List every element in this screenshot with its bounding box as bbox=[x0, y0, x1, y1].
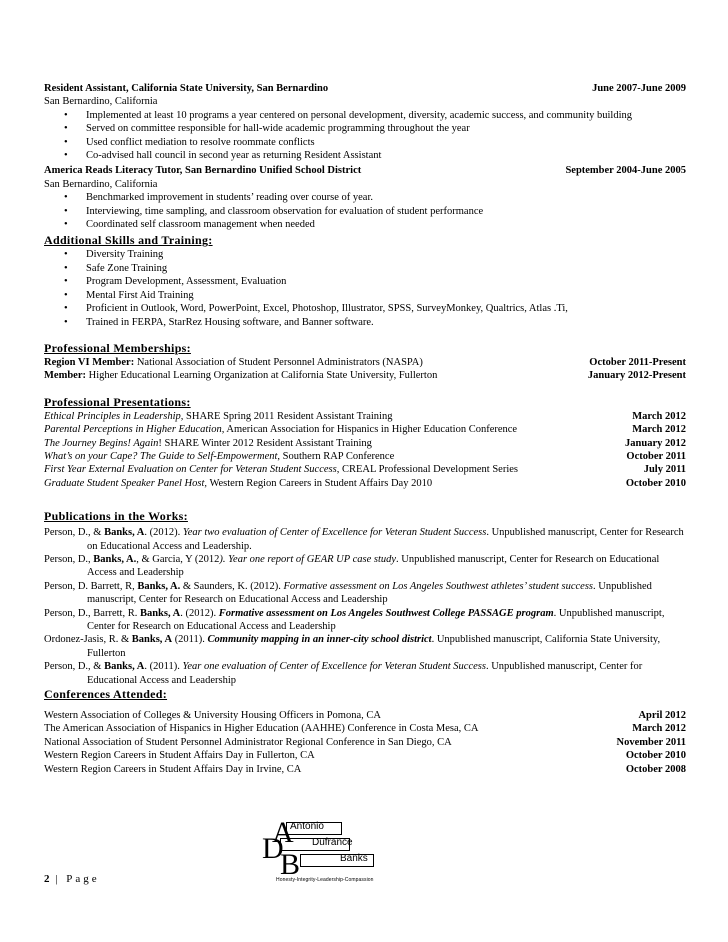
section-heading-presentations: Professional Presentations: bbox=[44, 394, 191, 409]
presentation-row bbox=[44, 410, 686, 423]
presentation-title: Graduate Student Speaker Panel Host, bbox=[44, 477, 208, 489]
skill-item: • Proficient in Outlook, Word, PowerPoint, Excel, Photoshop, Illustrator, SPSS, SurveyMonkey, Qualtrics, Atlas .Ti, bbox=[44, 302, 686, 315]
membership-row bbox=[44, 369, 686, 382]
page-word: Page bbox=[66, 873, 100, 885]
job-location: San Bernardino, California bbox=[44, 96, 158, 108]
publication-entry: Person, D., & Banks, A. (2012). Year two evaluation of Center of Excellence for Veteran Student Success. Unpublished manuscript, Center for Research on Educational Access and Leadership. bbox=[44, 527, 684, 552]
page-number: 2 bbox=[44, 873, 50, 885]
presentation-date: March 2012 bbox=[632, 410, 686, 422]
conference-date: November 2011 bbox=[616, 736, 686, 748]
adb-logo bbox=[262, 818, 402, 884]
conference-name: National Association of Student Personnel Administrator Regional Conference in San Diego, CA bbox=[44, 736, 452, 748]
section-heading-conferences: Conferences Attended: bbox=[44, 687, 168, 702]
section-heading-memberships: Professional Memberships: bbox=[44, 340, 191, 355]
presentation-venue: , CREAL Professional Development Series bbox=[336, 464, 518, 476]
conference-date: October 2010 bbox=[625, 750, 686, 762]
publication-entry: Person, D., Banks, A., & Garcia, Y (2012). Year one report of GEAR UP case study. Unpublished manuscript, Center for Research on Educational Access and Leadership bbox=[44, 553, 660, 579]
presentation-title: What’s on your Cape? The Guide to Self-Empowerment bbox=[44, 450, 278, 462]
membership-org: National Association of Student Personnel Administrators (NASPA) bbox=[134, 356, 423, 368]
job-header-tutor bbox=[44, 164, 686, 177]
bullet-item: • Coordinated self classroom management when needed bbox=[44, 218, 686, 231]
skills-list bbox=[44, 248, 686, 328]
conference-name: Western Association of Colleges & University Housing Officers in Pomona, CA bbox=[44, 710, 381, 722]
presentation-row bbox=[44, 450, 686, 463]
footer-separator: | bbox=[49, 873, 67, 885]
presentation-row bbox=[44, 477, 686, 490]
page-footer bbox=[44, 873, 100, 886]
conference-date: October 2008 bbox=[625, 763, 686, 775]
job-location: San Bernardino, California bbox=[44, 178, 158, 190]
presentation-venue: Western Region Careers in Student Affairs Day 2010 bbox=[207, 477, 433, 489]
conference-name: Western Region Careers in Student Affairs Day in Fullerton, CA bbox=[44, 750, 315, 762]
skill-item: • Trained in FERPA, StarRez Housing software, and Banner software. bbox=[44, 316, 686, 329]
job-dates: September 2004-June 2005 bbox=[565, 165, 686, 177]
job-dates: June 2007-June 2009 bbox=[592, 83, 686, 94]
presentation-date: July 2011 bbox=[643, 464, 686, 476]
presentation-title: First Year External Evaluation on Center for Veteran Student Success bbox=[44, 464, 337, 476]
presentation-date: January 2012 bbox=[625, 437, 686, 449]
bullet-item: • Served on committee responsible for hall-wide academic programming throughout the year bbox=[44, 122, 686, 135]
conference-name: The American Association of Hispanics in Higher Education (AAHHE) Conference in Costa Mesa, CA bbox=[44, 723, 479, 735]
publication-entry: Person, D., & Banks, A. (2011). Year one evaluation of Center of Excellence for Veteran Student Success. Unpublished manuscript, Center for Educational Access and Leadership bbox=[44, 661, 643, 686]
presentation-date: October 2011 bbox=[626, 450, 686, 462]
publication-entry: Ordonez-Jasis, R. & Banks, A (2011). Community mapping in an inner-city school district. Unpublished manuscript, California State University, Fullerton bbox=[44, 634, 661, 659]
presentation-row bbox=[44, 437, 686, 450]
conference-name: Western Region Careers in Student Affairs Day in Irvine, CA bbox=[44, 763, 302, 775]
membership-date: October 2011-Present bbox=[589, 356, 686, 368]
presentation-title: Parental Perceptions in Higher Education, bbox=[44, 424, 225, 436]
conference-row bbox=[44, 736, 686, 749]
presentation-date: October 2010 bbox=[625, 477, 686, 489]
membership-row bbox=[44, 356, 686, 369]
logo-name-middle: Dufrance bbox=[312, 837, 353, 848]
job-bullets-ra bbox=[44, 109, 686, 163]
logo-letter-b: B bbox=[280, 848, 301, 881]
conference-row bbox=[44, 749, 686, 762]
job-title: America Reads Literacy Tutor, San Bernardino Unified School District bbox=[44, 165, 362, 177]
presentation-venue: ! SHARE Winter 2012 Resident Assistant Training bbox=[158, 437, 372, 449]
section-heading-publications: Publications in the Works: bbox=[44, 509, 188, 524]
bullet-item: • Used conflict mediation to resolve roommate conflicts bbox=[44, 136, 686, 149]
membership-date: January 2012-Present bbox=[587, 370, 686, 382]
logo-letter-a: A bbox=[272, 816, 294, 849]
job-bullets-tutor bbox=[44, 191, 686, 231]
section-heading-skills: Additional Skills and Training: bbox=[44, 233, 213, 248]
presentation-row bbox=[44, 423, 686, 436]
presentation-date: March 2012 bbox=[632, 424, 686, 436]
membership-org: Higher Educational Learning Organization at California State University, Fullerton bbox=[85, 370, 438, 382]
bullet-item: • Co-advised hall council in second year as returning Resident Assistant bbox=[44, 149, 686, 162]
conference-date: April 2012 bbox=[638, 710, 686, 722]
skill-item: • Program Development, Assessment, Evaluation bbox=[44, 275, 686, 288]
membership-role: Region VI Member: bbox=[44, 356, 135, 368]
logo-name-last: Banks bbox=[340, 853, 368, 864]
bullet-item: • Interviewing, time sampling, and classroom observation for evaluation of student performance bbox=[44, 205, 686, 218]
logo-name-first: Antonio bbox=[290, 821, 324, 832]
publication-entry: Person, D., Barrett, R. Banks, A. (2012). Formative assessment on Los Angeles Southwest College PASSAGE program. Unpublished manuscript, Center for Research on Educational Access and Leadership bbox=[44, 607, 665, 632]
resume-page-content bbox=[44, 82, 686, 776]
bullet-item: • Implemented at least 10 programs a year centered on personal development, diversity, academic success, and community building bbox=[44, 109, 686, 122]
presentation-venue: , Southern RAP Conference bbox=[277, 450, 395, 462]
membership-role: Member: bbox=[44, 370, 86, 382]
presentation-title: The Journey Begins! Again bbox=[44, 437, 159, 449]
conference-row bbox=[44, 709, 686, 722]
logo-letter-d: D bbox=[262, 832, 284, 865]
presentation-title: Ethical Principles in Leadership, bbox=[44, 410, 184, 422]
job-title: Resident Assistant, California State University, San Bernardino bbox=[44, 83, 329, 94]
logo-tagline: Honesty-Integrity-Leadership-Compassion bbox=[276, 877, 374, 883]
skill-item: • Safe Zone Training bbox=[44, 262, 686, 275]
skill-item: • Mental First Aid Training bbox=[44, 289, 686, 302]
presentation-venue: American Association for Hispanics in Higher Education Conference bbox=[224, 424, 518, 436]
presentation-row bbox=[44, 463, 686, 476]
conference-row bbox=[44, 763, 686, 776]
skill-item: • Diversity Training bbox=[44, 248, 686, 261]
conference-row bbox=[44, 722, 686, 735]
presentation-venue: SHARE Spring 2011 Resident Assistant Training bbox=[183, 410, 393, 422]
publication-entry: Person, D. Barrett, R, Banks, A. & Saunders, K. (2012). Formative assessment on Los Angeles Southwest athletes’ student success. Unpublished manuscript, Center for Research on Educational Access and Leadership bbox=[44, 580, 652, 606]
conference-date: March 2012 bbox=[632, 723, 686, 735]
job-header-ra bbox=[44, 82, 686, 95]
bullet-item: • Benchmarked improvement in students’ reading over course of year. bbox=[44, 191, 686, 204]
